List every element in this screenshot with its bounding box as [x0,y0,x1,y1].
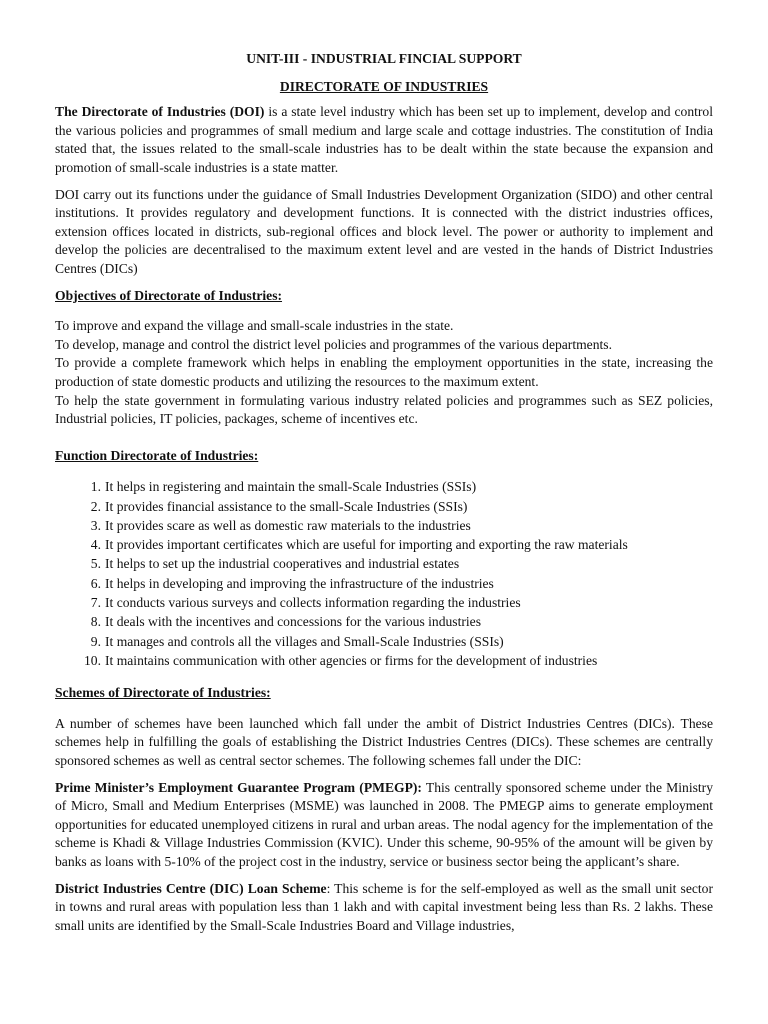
function-text: It provides important certificates which are useful for importing and exporting the raw materials [105,537,628,553]
function-item [55,516,713,535]
function-text: It provides scare as well as domestic raw materials to the industries [105,517,471,533]
objectives-heading: Objectives of Directorate of Industries: [55,287,283,303]
dic-loan-text: : This scheme is for the self-employed as well as the small unit sector in towns and rural areas with population less than 1 lakh and with capital investment being less than Rs. 2 lakhs. These small units are identified by the Small-Scale Industries Board and Village industries, [55,880,713,933]
schemes-heading: Schemes of Directorate of Industries: [55,685,271,701]
function-item [55,612,713,631]
objective-item: To improve and expand the village and small-scale industries in the state. [55,318,454,334]
dic-loan-paragraph [55,880,713,936]
function-item [55,651,713,670]
function-text: It deals with the incentives and concessions for the various industries [105,614,482,630]
function-number: 6. [90,575,101,591]
function-number: 4. [90,537,101,553]
schemes-intro-paragraph: A number of schemes have been launched which fall under the ambit of District Industries Centres (DICs). These schemes help in fulfilling the goals of establishing the District Industries Centres (DICs). These schemes are centrally sponsored schemes as well as central sector schemes. The following schemes fall under the DIC: [55,715,713,769]
function-item [55,535,713,554]
pmegp-paragraph [55,779,713,872]
document-subtitle: DIRECTORATE OF INDUSTRIES [279,78,489,94]
functions-list [55,477,713,670]
objective-item: To develop, manage and control the district level policies and programmes of the various departments. [55,336,612,352]
function-number: 7. [90,595,101,611]
functions-heading: Function Directorate of Industries: [55,447,259,463]
function-item [55,593,713,612]
intro-paragraph [55,103,713,177]
objective-item: To provide a complete framework which helps in enabling the employment opportunities in the state, increasing the production of state domestic products and utilizing the resources to the maximum extent. [55,355,713,389]
function-text: It helps to set up the industrial cooperatives and industrial estates [105,556,460,572]
pmegp-lead: Prime Minister’s Employment Guarantee Program (PMEGP): [55,779,422,795]
function-item [55,632,713,651]
function-number: 3. [90,517,101,533]
intro-lead: The Directorate of Industries (DOI) [55,104,265,120]
function-item [55,497,713,516]
function-number: 9. [90,633,101,649]
document-page [55,50,713,943]
intro-text: is a state level industry which has been set up to implement, develop and control the various policies and programmes of small medium and large scale and cottage industries. The constitution of India stated that, the issues related to the small-scale industries has to be dealt within the state because the expansion and promotion of small-scale industries is a state matter. [55,104,713,175]
function-number: 1. [90,479,101,495]
function-number: 5. [90,556,101,572]
function-text: It maintains communication with other agencies or firms for the development of industries [105,652,598,668]
function-number: 2. [90,498,101,514]
document-title: UNIT-III - INDUSTRIAL FINCIAL SUPPORT [246,51,522,66]
function-number: 10. [84,652,101,668]
function-text: It helps in developing and improving the infrastructure of the industries [105,575,494,591]
function-number: 8. [90,614,101,630]
function-text: It helps in registering and maintain the small-Scale Industries (SSIs) [105,479,477,495]
doi-functions-paragraph: DOI carry out its functions under the guidance of Small Industries Development Organization (SIDO) and other central institutions. It provides regulatory and development functions. It is connected with the district industries offices, extension offices located in districts, sub-regional offices and block level. The power or authority to implement and develop the policies are decentralised to the maximum extent level and are vested in the hands of District Industries Centres (DICs) [55,186,713,276]
function-item [55,477,713,496]
function-text: It manages and controls all the villages and Small-Scale Industries (SSIs) [105,633,504,649]
dic-loan-lead: District Industries Centre (DIC) Loan Scheme [55,880,327,896]
objectives-list [55,317,713,429]
objective-item: To help the state government in formulating various industry related policies and programmes such as SEZ policies, Industrial policies, IT policies, packages, scheme of incentives etc. [55,392,713,427]
function-item [55,554,713,573]
pmegp-text: This centrally sponsored scheme under the Ministry of Micro, Small and Medium Enterprises (MSME) was launched in 2008. The PMEGP aims to generate employment opportunities for educated unemployed citizens in rural and urban areas. The nodal agency for the implementation of the scheme is Khadi & Village Industries Commission (KVIC). Under this scheme, 90-95% of the amount will be given by banks as loans with 5-10% of the project cost in the industry, service or business sector being the applicant’s share. [55,779,713,869]
function-item [55,574,713,593]
function-text: It provides financial assistance to the small-Scale Industries (SSIs) [105,498,468,514]
function-text: It conducts various surveys and collects information regarding the industries [105,595,521,611]
